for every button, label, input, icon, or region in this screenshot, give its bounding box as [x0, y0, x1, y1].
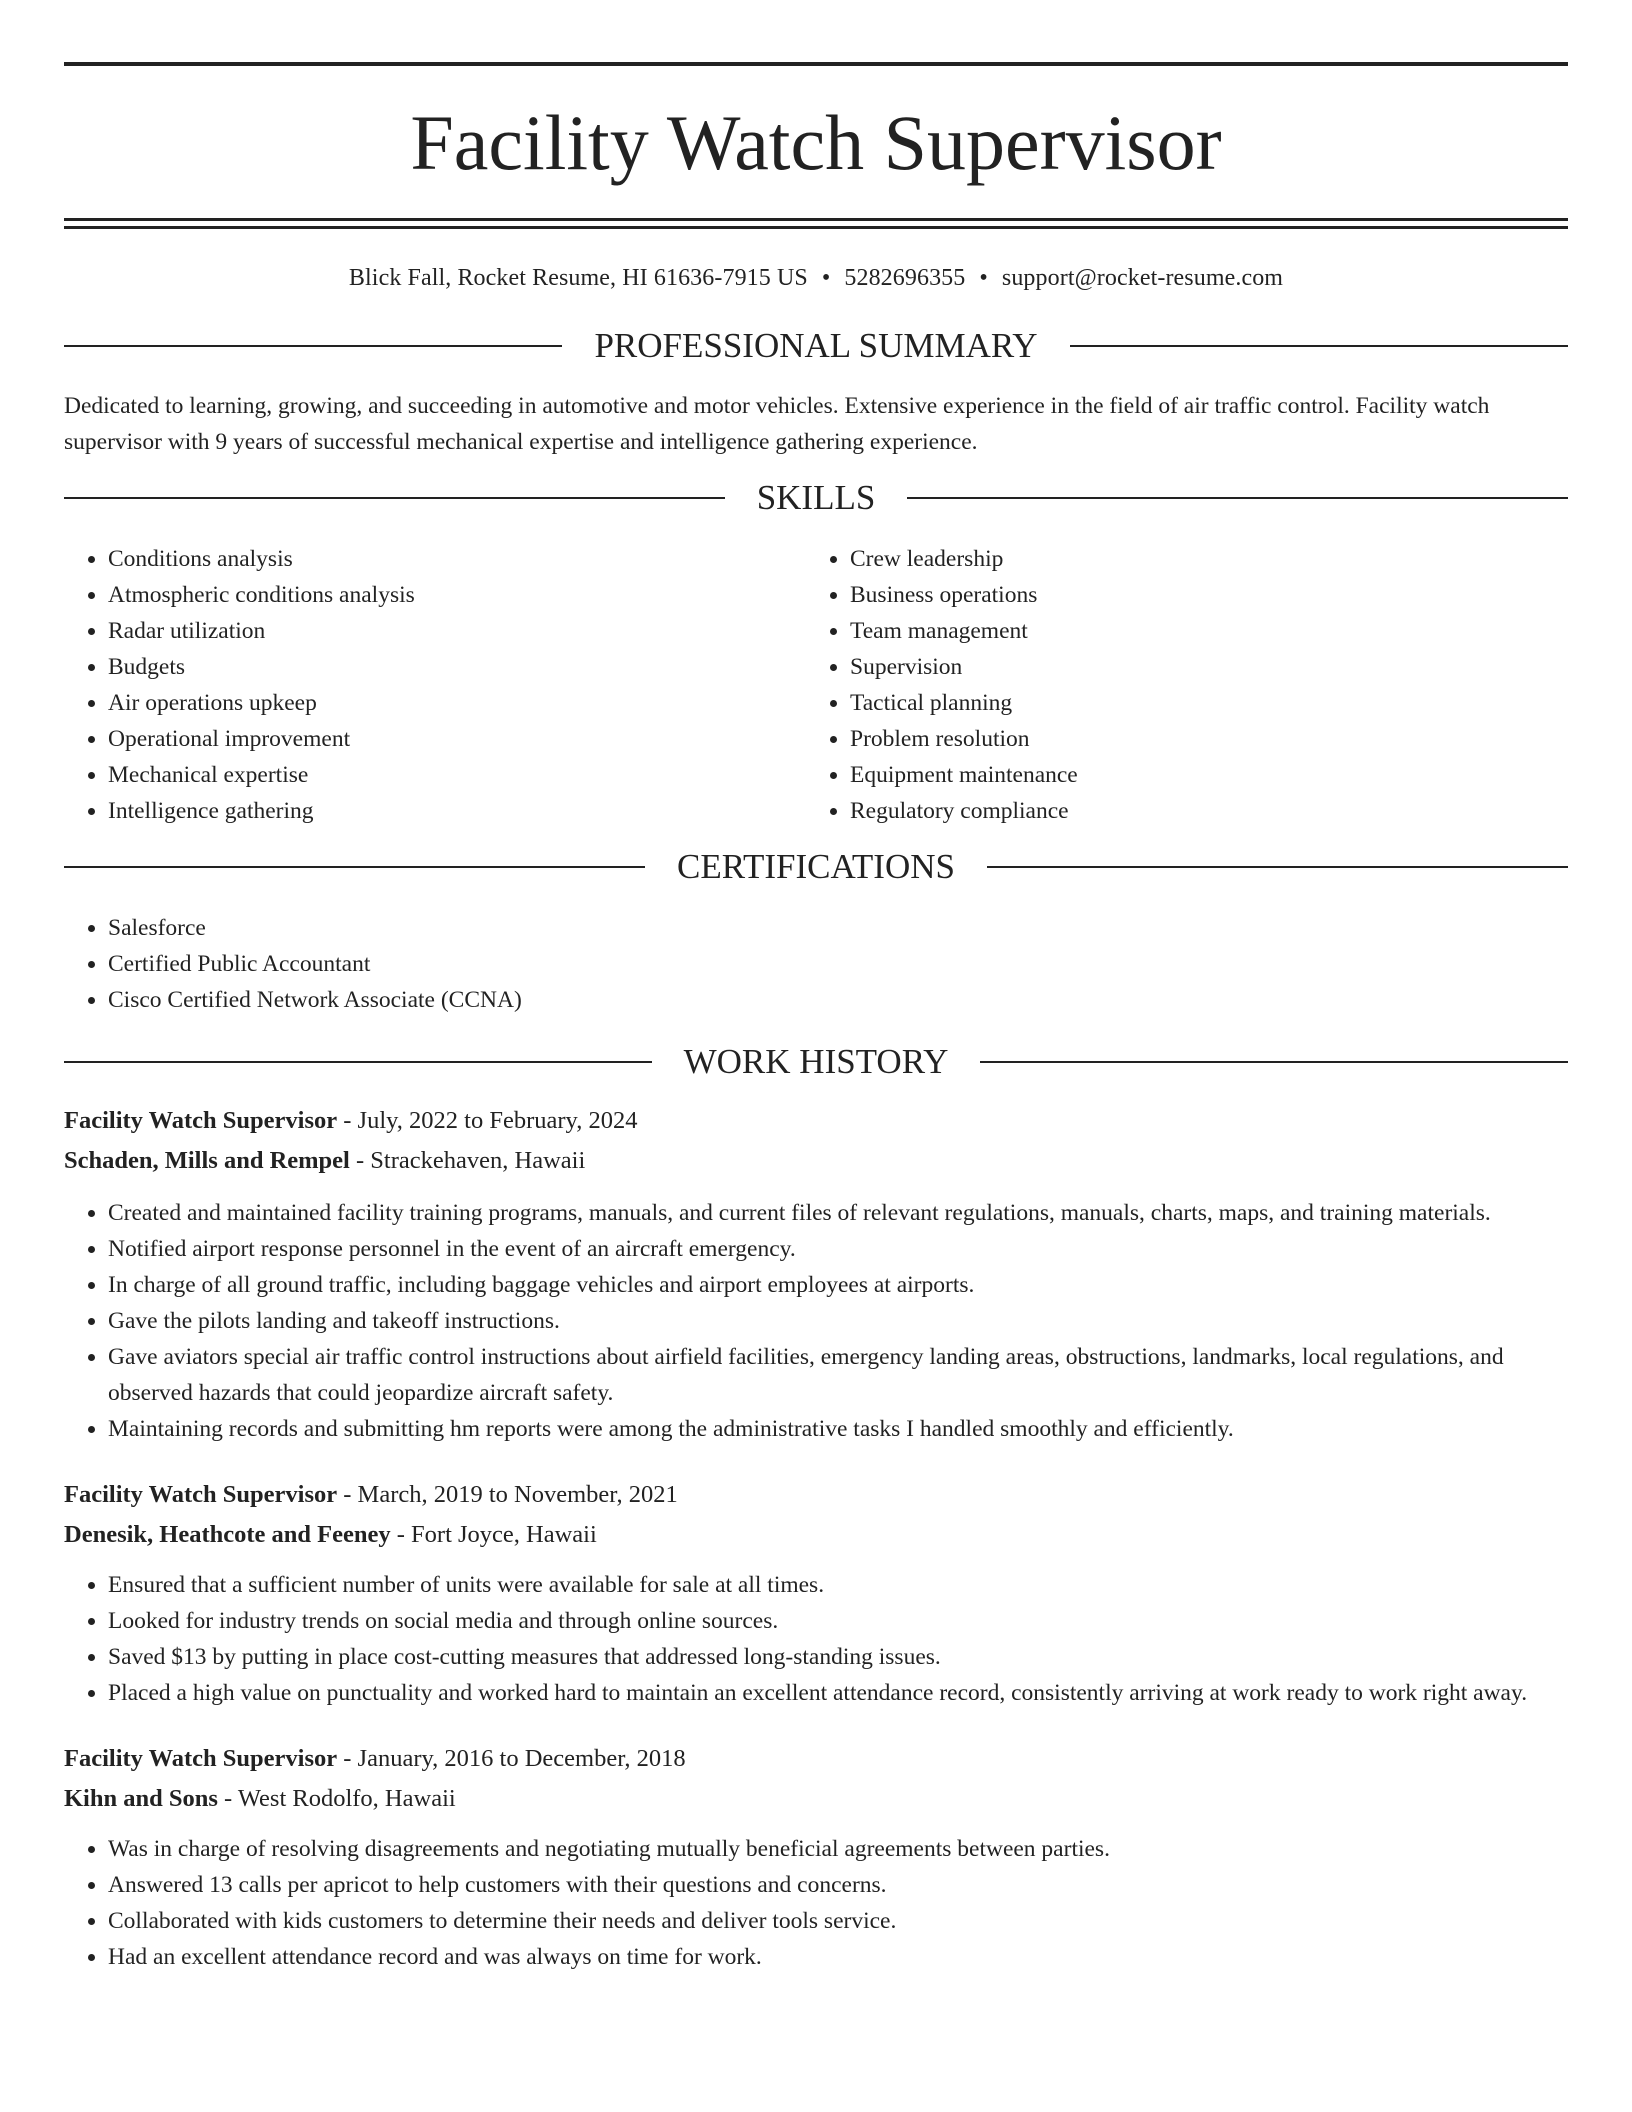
heading-rule-right	[980, 1061, 1568, 1063]
job-bullet: • Gave the pilots landing and takeoff instructions.	[108, 1303, 1568, 1339]
skills-section-title: SKILLS	[756, 478, 876, 517]
skill-item: • Air operations upkeep	[108, 685, 806, 721]
job-company-line	[64, 1141, 1568, 1181]
heading-rule-left	[64, 866, 645, 868]
skill-item: • Budgets	[108, 649, 806, 685]
job-bullet: • Saved $13 by putting in place cost-cutting measures that addressed long-standing issues.	[108, 1639, 1568, 1675]
job-company: Denesik, Heathcote and Feeney	[64, 1521, 391, 1548]
job-bullet: • Was in charge of resolving disagreements and negotiating mutually beneficial agreements between parties.	[108, 1831, 1568, 1867]
job-dates: - January, 2016 to December, 2018	[337, 1745, 686, 1772]
job-bullet: • Placed a high value on punctuality and worked hard to maintain an excellent attendance record, consistently arriving at work ready to work right away.	[108, 1675, 1568, 1711]
skill-item: • Mechanical expertise	[108, 757, 806, 793]
skill-item: • Equipment maintenance	[850, 757, 1568, 793]
job-title-line	[64, 1101, 1568, 1141]
header-double-rule	[64, 218, 1568, 229]
skill-item: • Problem resolution	[850, 721, 1568, 757]
skills-grid	[64, 541, 1568, 829]
skill-item: • Conditions analysis	[108, 541, 806, 577]
contact-separator: •	[979, 265, 988, 291]
job-title-line	[64, 1739, 1568, 1779]
job-title: Facility Watch Supervisor	[64, 1745, 338, 1772]
contact-separator: •	[821, 265, 831, 291]
contact-line	[64, 265, 1568, 292]
skill-item: • Intelligence gathering	[108, 793, 806, 829]
job-bullet: • Answered 13 calls per apricot to help customers with their questions and concerns.	[108, 1867, 1568, 1903]
job-bullet: • Gave aviators special air traffic control instructions about airfield facilities, emergency landing areas, obstructions, landmarks, local regulations, and observed hazards that could jeopardize aircraft safety.	[108, 1339, 1568, 1411]
job-bullets	[64, 1831, 1568, 1975]
summary-text: Dedicated to learning, growing, and succeeding in automotive and motor vehicles. Extensive experience in the field of air traffic control. Facility watch supervisor with 9 years of successful mechanical expertise and intelligence gathering experience.	[64, 393, 1490, 455]
certification-item: • Certified Public Accountant	[108, 946, 1568, 982]
certifications-list	[64, 910, 1568, 1018]
job-title: Facility Watch Supervisor	[64, 1107, 338, 1134]
job-title-line	[64, 1475, 1568, 1515]
job-bullet: • Collaborated with kids customers to determine their needs and deliver tools service.	[108, 1903, 1568, 1939]
job-dates: - July, 2022 to February, 2024	[337, 1107, 638, 1134]
job-title: Facility Watch Supervisor	[64, 1481, 338, 1508]
job-bullet: • Created and maintained facility training programs, manuals, and current files of relevant regulations, manuals, charts, maps, and training materials.	[108, 1195, 1568, 1231]
job-bullet: • Notified airport response personnel in the event of an aircraft emergency.	[108, 1231, 1568, 1267]
work-history-section-title: WORK HISTORY	[683, 1042, 949, 1081]
heading-rule-left	[64, 1061, 652, 1063]
certifications-section-heading	[64, 849, 1568, 884]
job-entry	[64, 1475, 1568, 1711]
skills-list-right	[806, 541, 1568, 829]
skill-item: • Business operations	[850, 577, 1568, 613]
skill-item: • Team management	[850, 613, 1568, 649]
work-history-section-heading	[64, 1044, 1568, 1079]
job-company: Kihn and Sons	[64, 1785, 218, 1812]
job-bullet: • Had an excellent attendance record and was always on time for work.	[108, 1939, 1568, 1975]
summary-section-title: PROFESSIONAL SUMMARY	[594, 326, 1038, 365]
candidate-name: Facility Watch Supervisor	[410, 99, 1222, 186]
contact-email: support@rocket-resume.com	[1001, 265, 1284, 291]
heading-rule-right	[987, 866, 1568, 868]
job-bullet: • Ensured that a sufficient number of units were available for sale at all times.	[108, 1567, 1568, 1603]
job-bullets	[64, 1567, 1568, 1711]
skill-item: • Supervision	[850, 649, 1568, 685]
job-entry	[64, 1101, 1568, 1447]
job-bullet: • Looked for industry trends on social media and through online sources.	[108, 1603, 1568, 1639]
job-dates: - March, 2019 to November, 2021	[337, 1481, 678, 1508]
contact-phone: 5282696355	[844, 265, 966, 291]
skill-item: • Radar utilization	[108, 613, 806, 649]
job-location: - Strackehaven, Hawaii	[349, 1147, 586, 1174]
job-bullet: • Maintaining records and submitting hm reports were among the administrative tasks I handled smoothly and efficiently.	[108, 1411, 1568, 1447]
heading-rule-right	[907, 497, 1568, 499]
job-company-line	[64, 1515, 1568, 1555]
certification-item: • Salesforce	[108, 910, 1568, 946]
job-location: - West Rodolfo, Hawaii	[217, 1785, 456, 1812]
job-location: - Fort Joyce, Hawaii	[390, 1521, 597, 1548]
job-bullets	[64, 1195, 1568, 1447]
skill-item: • Regulatory compliance	[850, 793, 1568, 829]
certifications-section-title: CERTIFICATIONS	[677, 847, 955, 886]
job-entry	[64, 1739, 1568, 1975]
job-bullet: • In charge of all ground traffic, including baggage vehicles and airport employees at airports.	[108, 1267, 1568, 1303]
heading-rule-left	[64, 345, 562, 347]
heading-rule-right	[1070, 345, 1568, 347]
heading-rule-left	[64, 497, 725, 499]
job-company: Schaden, Mills and Rempel	[64, 1147, 350, 1174]
summary-section-heading	[64, 328, 1568, 363]
skills-section-heading	[64, 480, 1568, 515]
contact-address: Blick Fall, Rocket Resume, HI 61636-7915 US	[348, 265, 808, 291]
job-company-line	[64, 1779, 1568, 1819]
skills-list-left	[64, 541, 806, 829]
skill-item: • Tactical planning	[850, 685, 1568, 721]
certification-item: • Cisco Certified Network Associate (CCNA)	[108, 982, 1568, 1018]
skill-item: • Atmospheric conditions analysis	[108, 577, 806, 613]
skill-item: • Operational improvement	[108, 721, 806, 757]
skill-item: • Crew leadership	[850, 541, 1568, 577]
